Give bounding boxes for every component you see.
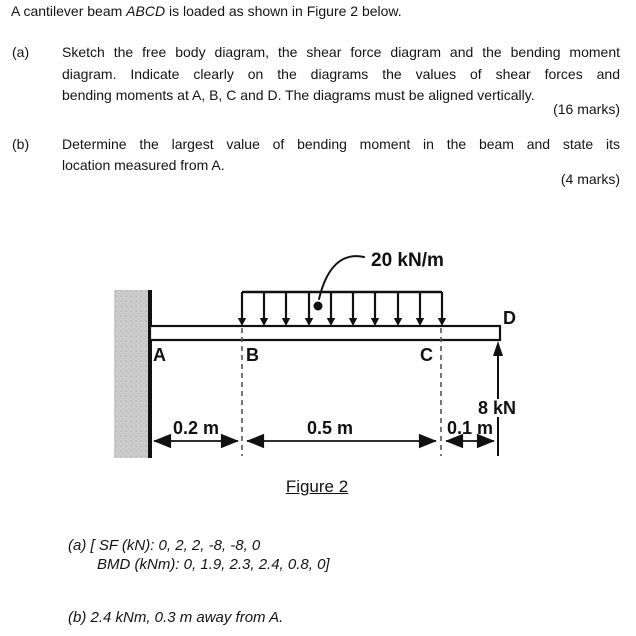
- force-arrow-8kn: [475, 341, 522, 456]
- question-b-line-1: Determine the largest value of bending moment in the beam and state its: [62, 136, 620, 152]
- question-a-line-2: diagram. Indicate clearly on the diagrams the values of shear forces and: [62, 65, 620, 82]
- answer-b-line: (b) 2.4 kNm, 0.3 m away from A.: [68, 609, 284, 626]
- force-value-label: 8 kN: [478, 398, 517, 418]
- question-a-marks: (16 marks): [553, 101, 620, 117]
- point-label-a: A: [153, 345, 166, 365]
- beam-name: ABCD: [126, 3, 166, 19]
- figure-caption: Figure 2: [285, 477, 349, 496]
- dimension-label-bc: 0.5 m: [306, 418, 354, 438]
- wall-support: [114, 290, 150, 458]
- question-b-label: (b): [12, 136, 30, 152]
- point-label-d: D: [503, 308, 516, 328]
- force-arrowhead: [493, 341, 503, 356]
- point-label-c: C: [420, 345, 433, 365]
- load-arrow: [282, 292, 290, 326]
- wall-hatch: [114, 290, 148, 458]
- intro-part-2: is loaded as shown in Figure 2 below.: [165, 3, 402, 19]
- answer-a-line1: (a) [ SF (kN): 0, 2, 2, -8, -8, 0: [68, 537, 261, 554]
- load-arrow: [238, 292, 246, 326]
- question-a-label: (a): [12, 44, 30, 60]
- load-leader-dot: [314, 302, 323, 311]
- load-arrow: [327, 292, 335, 326]
- load-arrow: [305, 292, 313, 326]
- distributed-load: [238, 292, 446, 326]
- question-b-line-2: location measured from A.: [62, 156, 225, 173]
- load-arrow: [349, 292, 357, 326]
- dimension-label-cd: 0.1 m: [446, 418, 494, 438]
- point-label-b: B: [246, 345, 259, 365]
- load-arrow: [394, 292, 402, 326]
- load-arrow: [416, 292, 424, 326]
- beam: [150, 326, 500, 340]
- dimension-label-ab: 0.2 m: [172, 418, 220, 438]
- question-a-line-1: Sketch the free body diagram, the shear force diagram and the bending moment: [62, 44, 620, 60]
- dimension-lines: [154, 418, 494, 441]
- load-arrow: [438, 292, 446, 326]
- intro-part-1: A cantilever beam: [11, 3, 127, 19]
- load-value-label: 20 kN/m: [371, 250, 444, 271]
- question-a-line-3: bending moments at A, B, C and D. The diagrams must be aligned vertically.: [62, 87, 535, 103]
- question-b-marks: (4 marks): [560, 171, 620, 187]
- answer-a-line2: BMD (kNm): 0, 1.9, 2.3, 2.4, 0.8, 0]: [97, 556, 330, 573]
- load-arrow: [371, 292, 379, 326]
- load-arrow: [260, 292, 268, 326]
